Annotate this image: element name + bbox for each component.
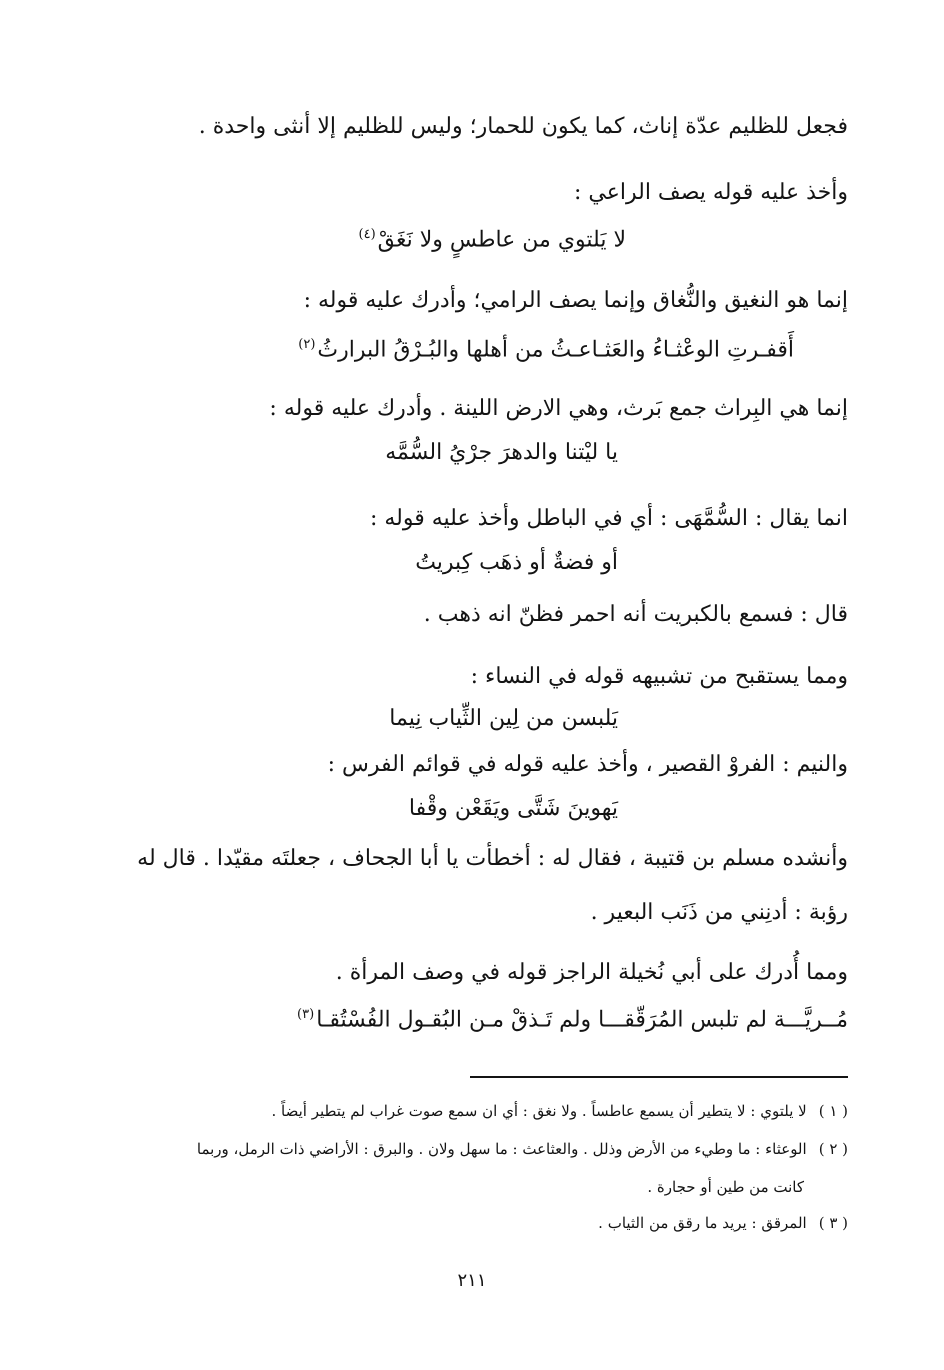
footnote-ref-2: (٢) bbox=[298, 337, 316, 352]
body-line-6: قال : فسمع بالكبريت أنه احمر فظنّ انه ذهب . bbox=[423, 602, 848, 627]
footnote-divider bbox=[470, 1076, 848, 1078]
footnote-number: ( ٣ ) bbox=[818, 1214, 848, 1232]
verse-line-2 bbox=[298, 330, 794, 365]
verse-line-4: أو فضةٌ أو ذهَب كِبريتُ bbox=[415, 550, 618, 575]
footnote-ref-4: (٤) bbox=[358, 227, 376, 242]
verse-line-5: يَلبسن من لِين الثِّياب نِيما bbox=[389, 706, 618, 731]
body-line-3: إنما هو النغيق والنُّغاق وإنما يصف الرامي؛ وأدرك عليه قوله : bbox=[303, 288, 848, 313]
body-line-2: وأخذ عليه قوله يصف الراعي : bbox=[574, 180, 848, 205]
footnote-2-continued bbox=[647, 1176, 804, 1198]
footnote-number: ( ١ ) bbox=[818, 1102, 848, 1120]
verse-text: مُــريَّـــة لم تلبس المُرَقّقـــا ولم تَـذقْ مـن البُقـول الفُسْتُقـا bbox=[316, 1007, 848, 1033]
verse-text: لا يَلتوي من عاطسٍ ولا نَغَقْ bbox=[377, 227, 626, 253]
footnote-2 bbox=[197, 1138, 848, 1160]
body-line-11: ومما أُدرك على أبي نُخيلة الراجز قوله في وصف المرأة . bbox=[335, 960, 848, 985]
verse-line-1 bbox=[359, 220, 626, 255]
verse-line-7 bbox=[297, 1000, 848, 1035]
footnote-text: المرقق : يريد ما رقق من الثياب . bbox=[598, 1214, 807, 1232]
footnote-text: لا يلتوي : لا يتطير أن يسمع عاطساً . ولا نغق : أي ان سمع صوت غراب لم يتطير أيضاً . bbox=[271, 1102, 807, 1120]
body-line-5: انما يقال : السُّمَّهَى : أي في الباطل وأخذ عليه قوله : bbox=[369, 506, 848, 531]
footnote-text: الوعثاء : ما وطيء من الأرض وذلل . والعثاعث : ما سهل ولان . والبرق : الأراضي ذات الرمل، وربما bbox=[196, 1140, 807, 1158]
verse-line-3: يا ليْتنا والدهرَ جرْيُ السُّمَّه bbox=[385, 440, 618, 465]
page-number: ٢١١ bbox=[457, 1270, 487, 1291]
footnote-1 bbox=[271, 1100, 848, 1122]
footnote-3 bbox=[598, 1212, 848, 1234]
footnote-text: كانت من طين أو حجارة . bbox=[647, 1178, 804, 1196]
body-line-9: وأنشده مسلم بن قتيبة ، فقال له : أخطأت يا أبا الجحاف ، جعلتَه مقيّدا . قال له bbox=[137, 846, 848, 871]
body-line-10: رؤبة : أدنِني من ذَنَب البعير . bbox=[590, 900, 848, 925]
body-line-8: والنيم : الفروْ القصير ، وأخذ عليه قوله في قوائم الفرس : bbox=[327, 752, 848, 777]
footnote-ref-3: (٣) bbox=[297, 1007, 315, 1022]
body-line-7: ومما يستقبح من تشبيهه قوله في النساء : bbox=[470, 664, 848, 689]
verse-line-6: يَهوينَ شَتَّى ويَقَعْن وقْفا bbox=[408, 796, 618, 821]
body-line-1: فجعل للظليم عدّة إناث، كما يكون للحمار؛ وليس للظليم إلا أنثى واحدة . bbox=[198, 114, 848, 139]
body-line-4: إنما هي البِراث جمع بَرث، وهي الارض اللينة . وأدرك عليه قوله : bbox=[269, 396, 848, 421]
footnote-number: ( ٢ ) bbox=[818, 1140, 848, 1158]
verse-text: أَقفـرتِ الوعْثـاءُ والعَثـاعـثُ من أهلها والبُـرْقُ البرارثُ bbox=[317, 337, 794, 363]
